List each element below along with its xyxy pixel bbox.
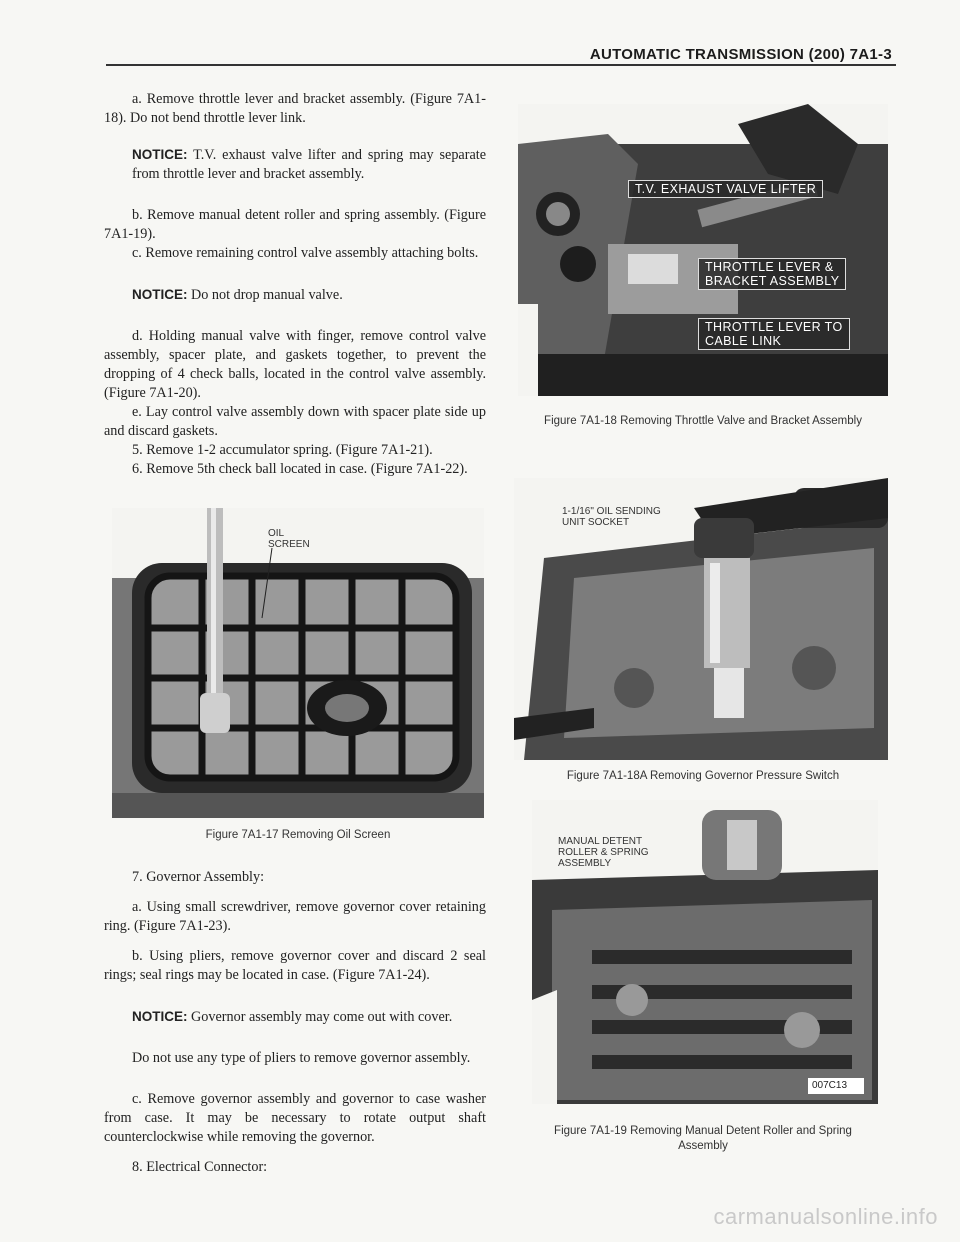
step-c-remaining-bolts: c. Remove remaining control valve assembly attaching bolts.	[132, 245, 479, 261]
notice-text: Do not drop manual valve.	[191, 287, 343, 303]
step-a-retaining-ring: a. Using small screwdriver, remove governor cover retaining ring. (Figure 7A1-23).	[104, 899, 486, 934]
callout-line: UNIT SOCKET	[562, 517, 630, 528]
callout-line: MANUAL DETENT	[558, 836, 643, 847]
step-8-electrical-connector: 8. Electrical Connector:	[132, 1159, 268, 1175]
left-column-continued	[104, 868, 486, 1177]
caution-pliers: Do not use any type of pliers to remove governor assembly.	[132, 1050, 471, 1066]
caption-line: Figure 7A1-19 Removing Manual Detent Roller and Spring	[554, 1125, 852, 1137]
callout-line: ROLLER & SPRING	[558, 847, 649, 858]
throttle-valve-illustration	[518, 104, 888, 396]
step-a-remove-throttle-lever: a. Remove throttle lever and bracket assembly. (Figure 7A1-18). Do not bend throttle lever link.	[104, 91, 486, 126]
page-title: AUTOMATIC TRANSMISSION (200) 7A1-3	[589, 46, 892, 63]
step-7-governor-assembly: 7. Governor Assembly:	[132, 869, 265, 885]
step-5-accumulator-spring: 5. Remove 1-2 accumulator spring. (Figure 7A1-21).	[132, 442, 433, 458]
caption-line: Assembly	[678, 1140, 728, 1152]
notice-tv-exhaust	[104, 145, 486, 184]
callout-line: ASSEMBLY	[558, 858, 612, 869]
callout-line: SCREEN	[268, 539, 310, 550]
step-e-lay-control-valve: e. Lay control valve assembly down with spacer plate side up and discard gaskets.	[104, 404, 486, 439]
label-throttle-lever-cable-link: THROTTLE LEVER TO CABLE LINK	[698, 318, 850, 350]
header-rule	[106, 64, 896, 66]
page-header	[0, 40, 960, 80]
figure-7a1-19-caption	[506, 1124, 900, 1154]
step-6-check-ball: 6. Remove 5th check ball located in case. (Figure 7A1-22).	[132, 461, 468, 477]
notice-label: NOTICE:	[132, 147, 188, 162]
figure-7a1-18-caption: Figure 7A1-18 Removing Throttle Valve and Bracket Assembly	[544, 415, 862, 427]
watermark: carmanualsonline.info	[713, 1204, 938, 1229]
left-column	[104, 90, 486, 479]
step-b-manual-detent: b. Remove manual detent roller and spring assembly. (Figure 7A1-19).	[104, 207, 486, 242]
figure-7a1-18-photo	[518, 104, 888, 396]
label-tv-exhaust-valve-lifter: T.V. EXHAUST VALVE LIFTER	[628, 180, 823, 198]
step-d-holding-manual-valve: d. Holding manual valve with finger, remove control valve assembly, spacer plate, and gaskets together, to prevent the dropping of 4 check balls, located in the control valve assembly. (Figure 7A1-20).	[104, 328, 486, 401]
callout-line: 1-1/16" OIL SENDING	[562, 506, 661, 517]
notice-manual-valve	[104, 285, 486, 305]
oil-screen-callout	[268, 528, 310, 550]
callout-line: OIL	[268, 528, 285, 539]
step-c-remove-governor: c. Remove governor assembly and governor to case washer from case. It may be necessary to rotate output shaft counterclockwise while removing the governor.	[104, 1091, 486, 1145]
oil-sending-unit-socket-callout	[562, 506, 661, 528]
photo-stamp: 007C13	[812, 1080, 848, 1091]
notice-label: NOTICE:	[132, 287, 188, 302]
figure-7a1-17-caption: Figure 7A1-17 Removing Oil Screen	[205, 829, 391, 841]
manual-detent-callout	[558, 836, 649, 869]
notice-text: T.V. exhaust valve lifter and spring may separate from throttle lever and bracket assembly.	[132, 147, 486, 182]
figure-7a1-18a-caption: Figure 7A1-18A Removing Governor Pressure Switch	[566, 770, 840, 782]
oil-screen-illustration	[112, 508, 484, 818]
notice-governor	[104, 1007, 486, 1027]
step-b-governor-cover: b. Using pliers, remove governor cover and discard 2 seal rings; seal rings may be located in case. (Figure 7A1-24).	[104, 948, 486, 983]
notice-label: NOTICE:	[132, 1009, 188, 1024]
figure-7a1-17-photo	[112, 508, 484, 818]
notice-text: Governor assembly may come out with cover.	[191, 1009, 453, 1025]
label-throttle-lever-bracket: THROTTLE LEVER & BRACKET ASSEMBLY	[698, 258, 846, 290]
